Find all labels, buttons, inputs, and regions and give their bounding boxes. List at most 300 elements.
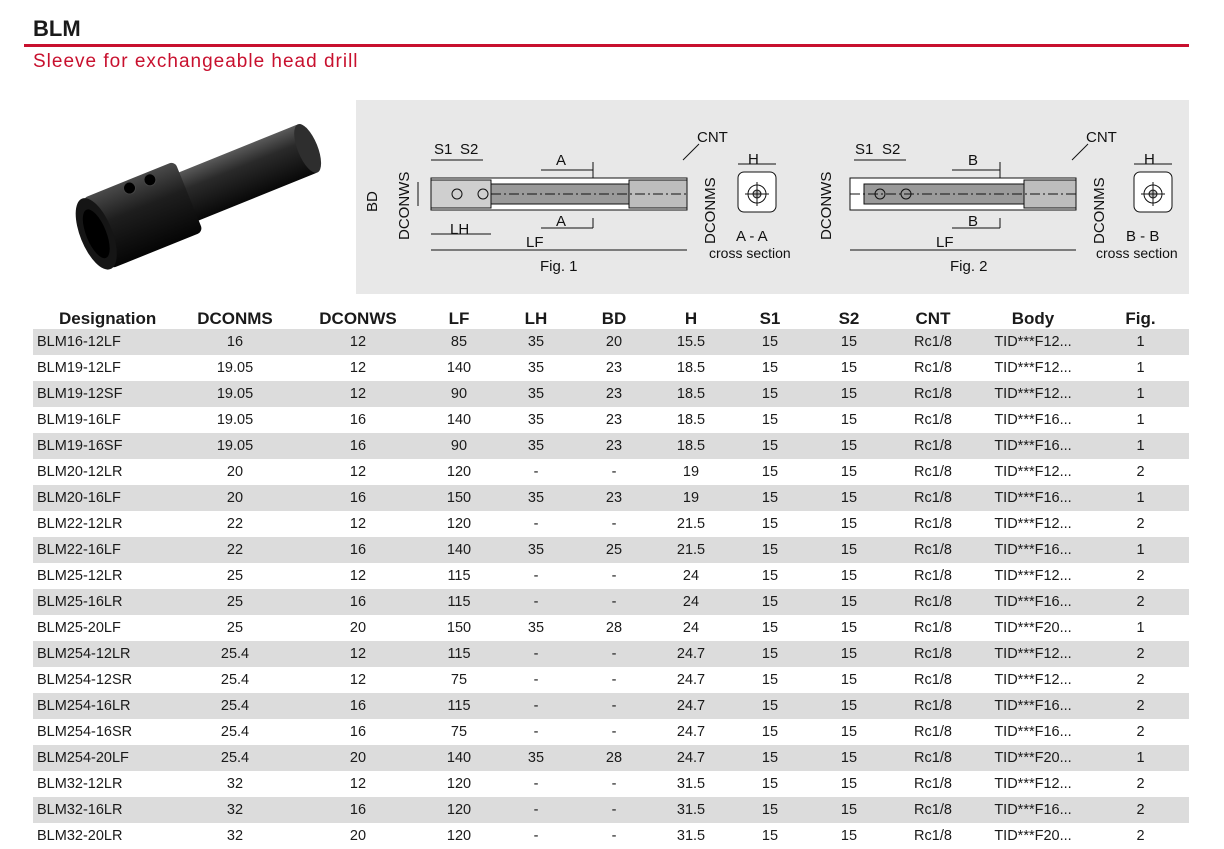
- table-cell: 12: [349, 360, 367, 376]
- table-cell: 19.05: [180, 381, 290, 407]
- table-cell: Rc1/8: [914, 516, 952, 532]
- table-cell: 12: [290, 381, 426, 407]
- table-row: [33, 355, 1189, 381]
- table-cell: 16: [290, 537, 426, 563]
- fig2-h-label: H: [1144, 151, 1155, 168]
- table-row: [33, 485, 1189, 511]
- table-cell: 1: [1092, 329, 1189, 355]
- col-header: LH: [524, 309, 548, 328]
- table-cell: -: [533, 464, 539, 480]
- table-cell: 120: [446, 828, 472, 844]
- col-header: H: [684, 309, 698, 328]
- fig2-section-label: B - B: [1126, 228, 1160, 245]
- fig2-lf-label: LF: [936, 234, 954, 251]
- table-cell: 23: [605, 360, 623, 376]
- table-cell: 32: [226, 828, 244, 844]
- table-cell: Rc1/8: [914, 620, 952, 636]
- table-cell: 19: [682, 464, 700, 480]
- fig1-lh-label: LH: [450, 221, 470, 238]
- table-cell: -: [611, 724, 617, 740]
- table-cell: Rc1/8: [914, 412, 952, 428]
- table-cell: 120: [426, 797, 492, 823]
- table-cell: Rc1/8: [892, 745, 974, 771]
- table-cell: 2: [1136, 464, 1145, 480]
- table-cell: 1: [1092, 381, 1189, 407]
- table-cell: 150: [446, 620, 472, 636]
- table-cell: 15: [734, 589, 806, 615]
- table-row: [33, 511, 1189, 537]
- table-cell: 1: [1092, 485, 1189, 511]
- table-cell: Rc1/8: [914, 724, 952, 740]
- table-cell: BLM19-16SF: [33, 433, 180, 459]
- table-cell: 15: [806, 641, 892, 667]
- table-cell: 25: [180, 589, 290, 615]
- table-cell: TID***F12...: [994, 672, 1072, 688]
- fig2-cnt-label: CNT: [1086, 129, 1117, 146]
- fig2-section-caption: cross section: [1096, 245, 1178, 261]
- table-row: [33, 433, 1189, 459]
- table-cell: 32: [180, 797, 290, 823]
- table-cell: 35: [492, 433, 580, 459]
- table-cell: TID***F16...: [974, 797, 1092, 823]
- table-cell: 15: [761, 828, 779, 844]
- col-header: DCONMS: [197, 309, 273, 328]
- fig2-dconms-label: DCONMS: [1091, 177, 1108, 244]
- table-cell: 120: [446, 776, 472, 792]
- table-row: [33, 719, 1189, 745]
- table-cell: Rc1/8: [892, 485, 974, 511]
- table-cell: 15: [761, 620, 779, 636]
- table-cell: 1: [1092, 745, 1189, 771]
- table-cell: TID***F12...: [974, 329, 1092, 355]
- table-cell: 25.4: [180, 641, 290, 667]
- table-cell: 35: [492, 745, 580, 771]
- table-cell: TID***F12...: [974, 641, 1092, 667]
- table-row: [33, 537, 1189, 563]
- table-cell: Rc1/8: [914, 776, 952, 792]
- table-cell: Rc1/8: [892, 693, 974, 719]
- table-cell: BLM254-12LR: [33, 641, 180, 667]
- table-cell: 140: [426, 745, 492, 771]
- table-cell: 15: [806, 381, 892, 407]
- table-cell: 2: [1092, 797, 1189, 823]
- table-cell: TID***F16...: [974, 537, 1092, 563]
- col-header: Designation: [59, 309, 157, 328]
- table-cell: 24.7: [648, 745, 734, 771]
- table-cell: 20: [580, 329, 648, 355]
- table-cell: 90: [426, 381, 492, 407]
- fig2-s1-label: S1: [855, 141, 874, 158]
- table-cell: 2: [1136, 776, 1145, 792]
- table-cell: 16: [290, 693, 426, 719]
- table-cell: 18.5: [676, 412, 706, 428]
- table-cell: 15: [840, 620, 858, 636]
- col-header: Fig.: [1125, 309, 1156, 328]
- table-cell: TID***F12...: [994, 516, 1072, 532]
- table-row: [33, 771, 1189, 797]
- table-cell: 12: [349, 568, 367, 584]
- figure-1: [418, 144, 776, 250]
- table-row: [33, 615, 1189, 641]
- table-cell: -: [533, 516, 539, 532]
- table-cell: BLM32-16LR: [33, 797, 180, 823]
- table-cell: 15: [734, 797, 806, 823]
- table-row: [33, 563, 1189, 589]
- table-cell: BLM32-20LR: [37, 828, 123, 844]
- table-cell: 35: [527, 360, 545, 376]
- table-cell: 2: [1136, 672, 1145, 688]
- table-cell: BLM25-12LR: [37, 568, 123, 584]
- table-cell: 2: [1136, 828, 1145, 844]
- table-cell: 23: [580, 433, 648, 459]
- table-row: [33, 667, 1189, 693]
- fig2-dconws-label: DCONWS: [818, 171, 835, 240]
- table-cell: TID***F20...: [994, 620, 1072, 636]
- table-cell: 15: [761, 672, 779, 688]
- table-cell: 15: [840, 412, 858, 428]
- table-cell: BLM19-12SF: [33, 381, 180, 407]
- table-cell: 25: [580, 537, 648, 563]
- table-row: [33, 329, 1189, 355]
- table-cell: 25.4: [220, 672, 250, 688]
- spec-table: [33, 305, 1189, 849]
- col-header: DCONWS: [319, 309, 397, 328]
- fig2-b-top-label: B: [968, 152, 979, 169]
- table-cell: 21.5: [676, 516, 706, 532]
- table-cell: 75: [450, 672, 468, 688]
- table-cell: 15: [761, 360, 779, 376]
- table-cell: -: [611, 776, 617, 792]
- table-cell: 16: [349, 724, 367, 740]
- table-cell: -: [533, 724, 539, 740]
- table-row: [33, 407, 1189, 433]
- table-cell: 28: [580, 745, 648, 771]
- fig1-lf-label: LF: [526, 234, 544, 251]
- table-cell: -: [533, 776, 539, 792]
- table-cell: 32: [226, 776, 244, 792]
- fig1-h-label: H: [748, 151, 759, 168]
- table-row: [33, 459, 1189, 485]
- table-cell: BLM254-16LR: [33, 693, 180, 719]
- table-cell: 15: [806, 537, 892, 563]
- table-cell: -: [492, 797, 580, 823]
- fig1-s2-label: S2: [460, 141, 479, 158]
- table-cell: 2: [1136, 516, 1145, 532]
- table-cell: 1: [1136, 360, 1145, 376]
- table-cell: Rc1/8: [914, 568, 952, 584]
- table-row: [33, 823, 1189, 849]
- table-row: [33, 641, 1189, 667]
- table-header-row: [33, 305, 1189, 329]
- table-cell: BLM19-16LF: [37, 412, 121, 428]
- figure-2: [850, 144, 1172, 250]
- table-cell: 20: [349, 828, 367, 844]
- table-cell: TID***F12...: [994, 464, 1072, 480]
- table-cell: BLM20-12LR: [37, 464, 123, 480]
- table-cell: Rc1/8: [892, 329, 974, 355]
- table-cell: Rc1/8: [914, 672, 952, 688]
- table-cell: BLM254-12SR: [37, 672, 133, 688]
- table-cell: 85: [426, 329, 492, 355]
- fig1-cnt-label: CNT: [697, 129, 728, 146]
- table-cell: 12: [290, 641, 426, 667]
- table-cell: BLM22-16LF: [33, 537, 180, 563]
- table-cell: 15: [734, 693, 806, 719]
- table-cell: Rc1/8: [892, 641, 974, 667]
- table-cell: 150: [426, 485, 492, 511]
- table-cell: BLM254-20LF: [33, 745, 180, 771]
- table-cell: 35: [492, 329, 580, 355]
- table-cell: 20: [290, 745, 426, 771]
- table-row: [33, 797, 1189, 823]
- table-cell: 31.5: [676, 828, 706, 844]
- table-cell: 12: [349, 776, 367, 792]
- table-cell: 24: [682, 568, 700, 584]
- technical-drawing: [356, 100, 1189, 294]
- table-cell: 15: [734, 329, 806, 355]
- table-cell: 115: [426, 589, 492, 615]
- table-cell: Rc1/8: [914, 360, 952, 376]
- table-cell: 15: [734, 537, 806, 563]
- table-cell: 16: [290, 797, 426, 823]
- table-cell: TID***F12...: [974, 381, 1092, 407]
- table-cell: 35: [492, 485, 580, 511]
- table-cell: 15: [840, 724, 858, 740]
- fig1-s1-label: S1: [434, 141, 453, 158]
- table-cell: BLM20-16LF: [33, 485, 180, 511]
- col-header: S1: [759, 309, 781, 328]
- table-cell: Rc1/8: [914, 828, 952, 844]
- table-cell: 15: [734, 641, 806, 667]
- table-cell: 15: [806, 693, 892, 719]
- table-cell: 20: [180, 485, 290, 511]
- table-cell: TID***F16...: [974, 589, 1092, 615]
- table-cell: 115: [426, 693, 492, 719]
- table-cell: 15: [840, 360, 858, 376]
- table-cell: 15: [840, 828, 858, 844]
- table-cell: 24.7: [676, 724, 706, 740]
- table-cell: 19: [648, 485, 734, 511]
- col-header: LF: [448, 309, 470, 328]
- fig1-a-bottom-label: A: [556, 213, 567, 230]
- table-cell: 115: [426, 641, 492, 667]
- table-cell: 15.5: [648, 329, 734, 355]
- table-cell: -: [580, 641, 648, 667]
- table-cell: 16: [349, 412, 367, 428]
- table-cell: 12: [290, 329, 426, 355]
- table-cell: 35: [492, 381, 580, 407]
- table-cell: 15: [761, 464, 779, 480]
- table-cell: 31.5: [676, 776, 706, 792]
- table-row: [33, 589, 1189, 615]
- col-header: Body: [1011, 309, 1055, 328]
- fig2-s2-label: S2: [882, 141, 901, 158]
- table-cell: 19.05: [216, 360, 254, 376]
- fig1-caption: Fig. 1: [540, 258, 578, 275]
- table-cell: 2: [1092, 641, 1189, 667]
- table-cell: 12: [349, 516, 367, 532]
- page-subtitle: Sleeve for exchangeable head drill: [33, 51, 359, 72]
- table-cell: 15: [761, 724, 779, 740]
- table-cell: 16: [180, 329, 290, 355]
- table-cell: 15: [734, 485, 806, 511]
- table-cell: BLM25-16LR: [33, 589, 180, 615]
- table-cell: 25.4: [180, 745, 290, 771]
- fig1-section-label: A - A: [736, 228, 768, 245]
- table-cell: 18.5: [648, 381, 734, 407]
- table-cell: TID***F16...: [994, 412, 1072, 428]
- table-cell: 23: [605, 412, 623, 428]
- table-cell: 15: [806, 433, 892, 459]
- table-cell: 20: [349, 620, 367, 636]
- table-row: [33, 693, 1189, 719]
- table-cell: 2: [1136, 568, 1145, 584]
- table-row: [33, 745, 1189, 771]
- table-cell: TID***F16...: [974, 485, 1092, 511]
- table-cell: 120: [446, 516, 472, 532]
- col-header: CNT: [915, 309, 951, 328]
- table-cell: 31.5: [648, 797, 734, 823]
- table-cell: BLM22-12LR: [37, 516, 123, 532]
- table-cell: -: [611, 672, 617, 688]
- col-header: BD: [601, 309, 627, 328]
- table-cell: -: [611, 516, 617, 532]
- table-cell: 18.5: [676, 360, 706, 376]
- table-cell: TID***F20...: [974, 745, 1092, 771]
- table-cell: TID***F20...: [994, 828, 1072, 844]
- table-cell: 1: [1092, 433, 1189, 459]
- table-cell: 15: [806, 485, 892, 511]
- table-cell: 15: [734, 381, 806, 407]
- table-cell: 140: [426, 537, 492, 563]
- table-cell: 15: [806, 329, 892, 355]
- table-cell: 15: [840, 672, 858, 688]
- table-cell: 12: [349, 464, 367, 480]
- table-cell: 1: [1136, 620, 1145, 636]
- table-cell: 15: [806, 745, 892, 771]
- table-cell: 24.7: [648, 641, 734, 667]
- table-body: [33, 329, 1189, 849]
- table-cell: 1: [1136, 412, 1145, 428]
- table-cell: 115: [447, 568, 471, 584]
- table-cell: 19.05: [180, 433, 290, 459]
- table-cell: 140: [446, 412, 472, 428]
- table-cell: TID***F16...: [994, 724, 1072, 740]
- table-cell: 23: [580, 485, 648, 511]
- table-cell: -: [580, 693, 648, 719]
- table-cell: 21.5: [648, 537, 734, 563]
- table-cell: 23: [580, 381, 648, 407]
- table-cell: -: [492, 589, 580, 615]
- table-cell: 75: [450, 724, 468, 740]
- product-photo: [52, 100, 342, 300]
- table-cell: 25: [226, 568, 244, 584]
- title-rule: [24, 44, 1189, 47]
- table-cell: 90: [426, 433, 492, 459]
- table-cell: 15: [840, 464, 858, 480]
- table-cell: 12: [349, 672, 367, 688]
- table-cell: -: [533, 672, 539, 688]
- table-cell: 24.7: [648, 693, 734, 719]
- table-cell: 15: [806, 797, 892, 823]
- table-cell: 2: [1136, 724, 1145, 740]
- table-cell: 16: [290, 485, 426, 511]
- fig1-dconws-label: DCONWS: [396, 171, 413, 240]
- table-cell: BLM32-12LR: [37, 776, 123, 792]
- table-cell: TID***F16...: [974, 693, 1092, 719]
- table-cell: 2: [1092, 693, 1189, 719]
- table-cell: 35: [527, 412, 545, 428]
- table-cell: BLM16-12LF: [33, 329, 180, 355]
- table-cell: 15: [806, 589, 892, 615]
- table-cell: 24: [682, 620, 700, 636]
- table-cell: -: [611, 568, 617, 584]
- fig2-b-bottom-label: B: [968, 213, 979, 230]
- table-cell: -: [492, 641, 580, 667]
- table-cell: -: [611, 464, 617, 480]
- table-cell: -: [580, 589, 648, 615]
- fig1-dconms-label: DCONMS: [702, 177, 719, 244]
- table-cell: 1: [1092, 537, 1189, 563]
- fig2-caption: Fig. 2: [950, 258, 988, 275]
- table-cell: 25.4: [180, 693, 290, 719]
- table-cell: 15: [761, 776, 779, 792]
- table-cell: 35: [492, 537, 580, 563]
- col-header: S2: [838, 309, 860, 328]
- table-cell: 15: [734, 433, 806, 459]
- table-cell: BLM25-20LF: [37, 620, 121, 636]
- table-cell: 18.5: [648, 433, 734, 459]
- fig1-section-caption: cross section: [709, 245, 791, 261]
- table-cell: 22: [226, 516, 244, 532]
- table-cell: Rc1/8: [892, 537, 974, 563]
- fig1-a-top-label: A: [556, 152, 567, 169]
- table-cell: 22: [180, 537, 290, 563]
- table-cell: 15: [840, 516, 858, 532]
- fig1-bd-label: BD: [364, 191, 381, 212]
- table-cell: 15: [761, 412, 779, 428]
- table-cell: 140: [446, 360, 472, 376]
- table-cell: Rc1/8: [892, 589, 974, 615]
- page-title: BLM: [33, 16, 81, 41]
- table-cell: 120: [446, 464, 472, 480]
- table-cell: -: [611, 828, 617, 844]
- table-cell: Rc1/8: [892, 433, 974, 459]
- table-cell: 16: [290, 433, 426, 459]
- table-cell: BLM19-12LF: [37, 360, 121, 376]
- table-cell: Rc1/8: [892, 797, 974, 823]
- table-cell: Rc1/8: [892, 381, 974, 407]
- table-cell: 24.7: [676, 672, 706, 688]
- table-cell: 15: [761, 568, 779, 584]
- table-cell: -: [580, 797, 648, 823]
- table-cell: -: [533, 568, 539, 584]
- table-cell: Rc1/8: [914, 464, 952, 480]
- table-cell: 15: [840, 568, 858, 584]
- table-cell: 15: [840, 776, 858, 792]
- table-cell: 15: [761, 516, 779, 532]
- table-cell: 16: [290, 589, 426, 615]
- table-cell: 28: [605, 620, 623, 636]
- table-cell: 25.4: [220, 724, 250, 740]
- table-cell: 35: [527, 620, 545, 636]
- table-cell: 24: [648, 589, 734, 615]
- table-cell: TID***F12...: [994, 568, 1072, 584]
- table-cell: 25: [226, 620, 244, 636]
- table-cell: 15: [734, 745, 806, 771]
- table-cell: TID***F12...: [994, 776, 1072, 792]
- table-cell: -: [492, 693, 580, 719]
